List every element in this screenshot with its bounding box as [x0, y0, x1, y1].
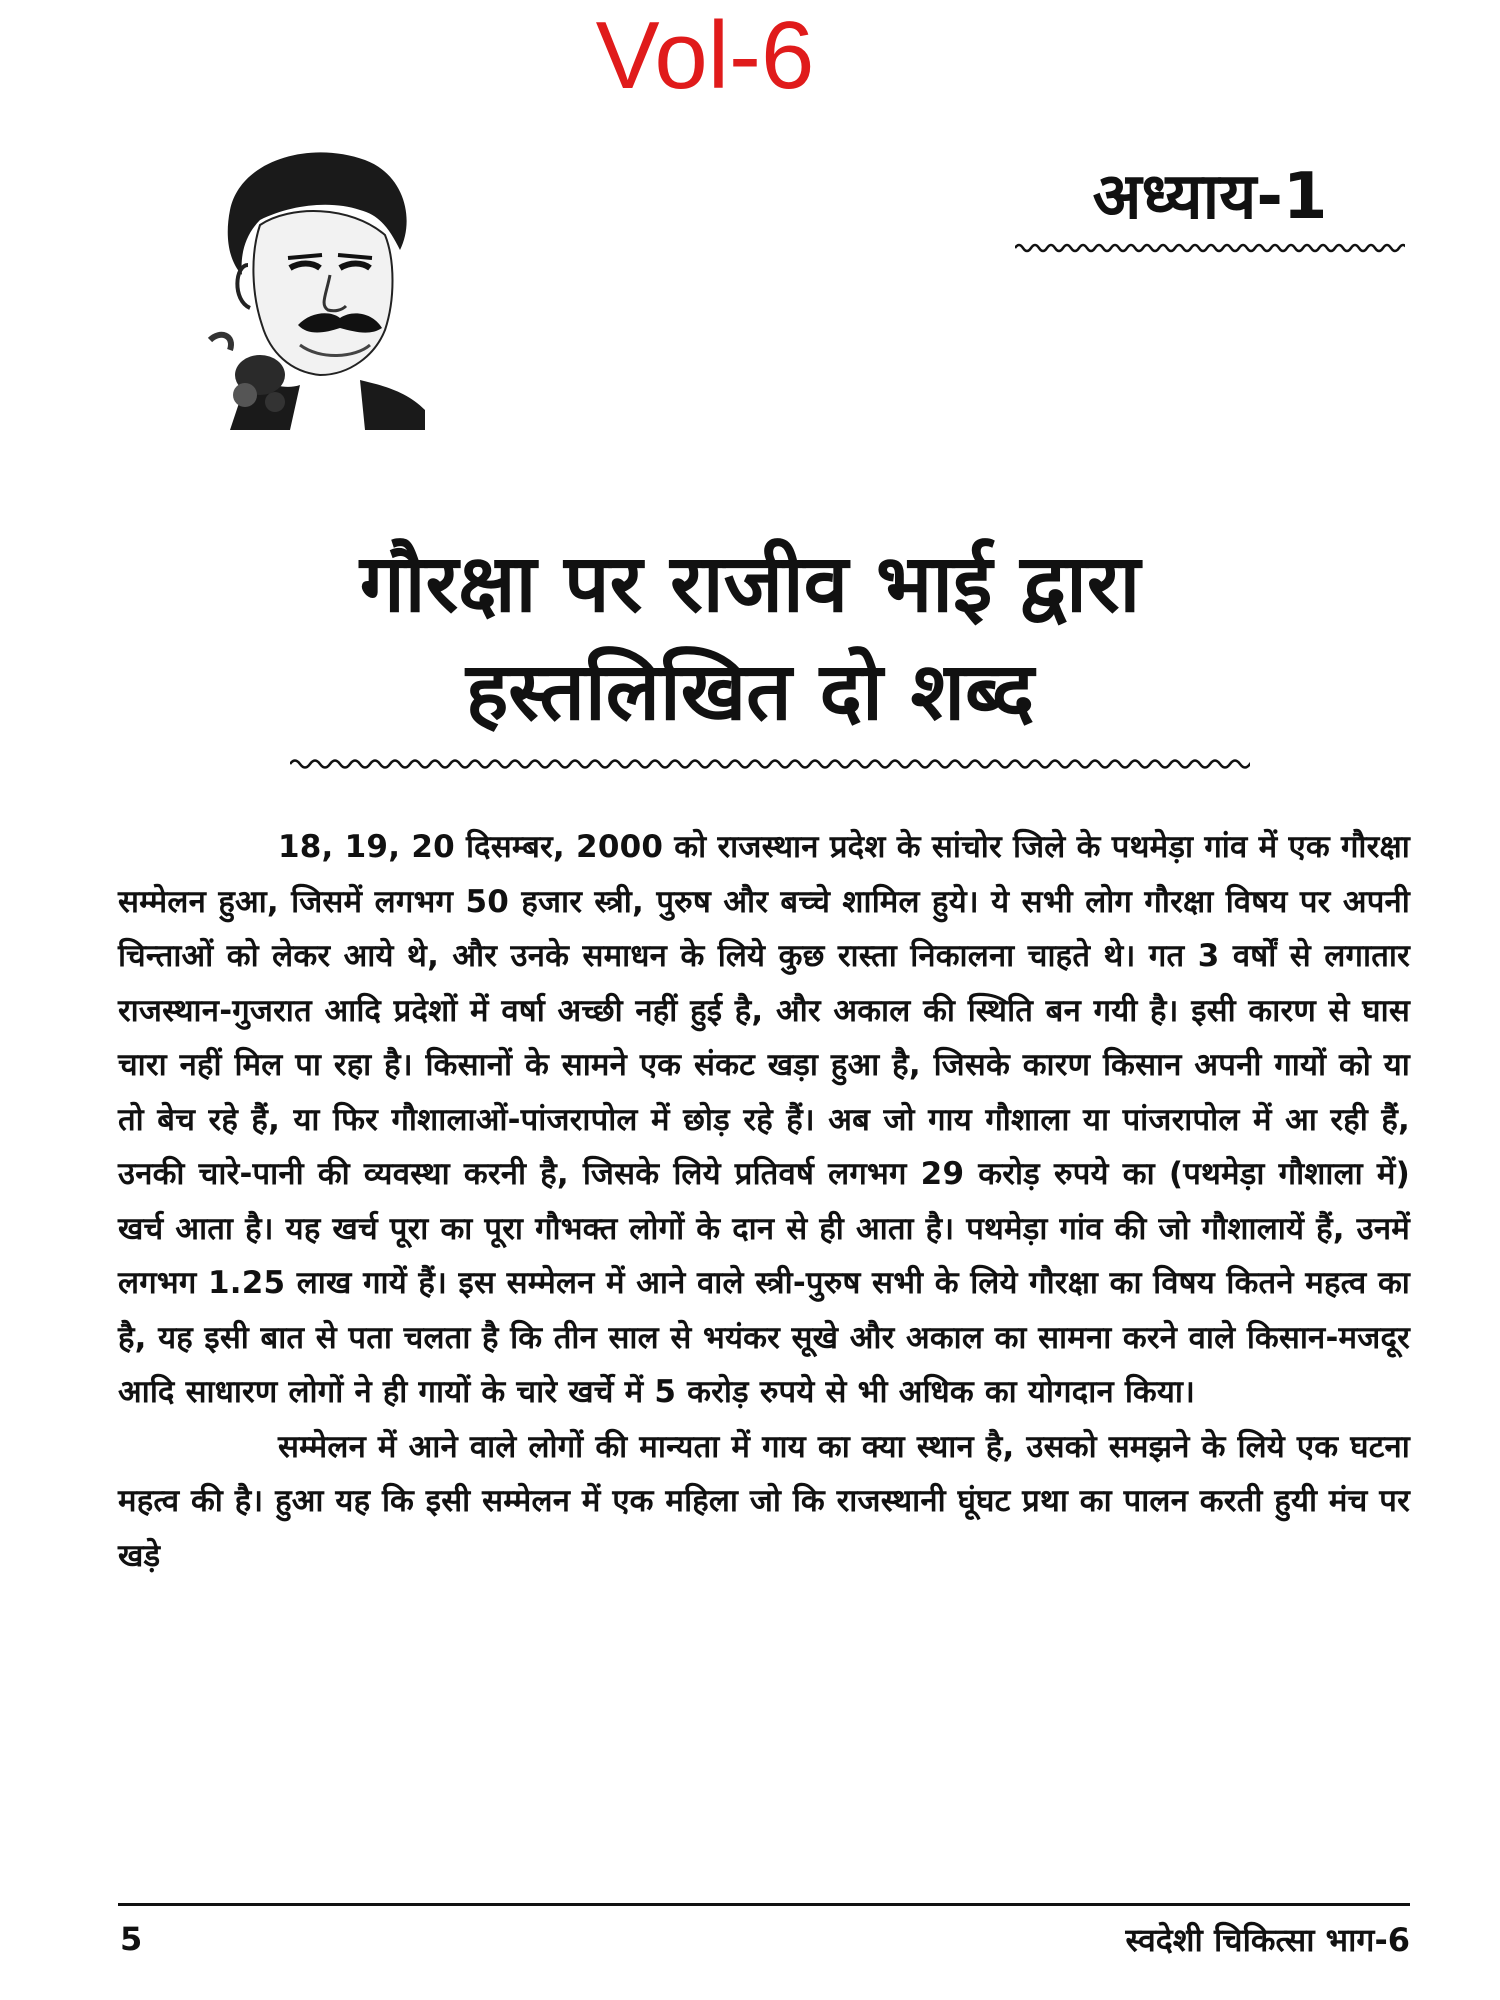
paragraph-1: 18, 19, 20 दिसम्बर, 2000 को राजस्थान प्रदेश के सांचोर जिले के पथमेड़ा गांव में एक गौरक्षा सम्मेलन हुआ, जिसमें लगभग 50 हजार स्त्री, पुरुष और बच्चे शामिल हुये। ये सभी लोग गौरक्षा विषय पर अपनी चिन्ताओं को लेकर आये थे, और उनके समाधन के लिये कुछ रास्ता निकालना चाहते थे। गत 3 वर्षों से लगातार राजस्थान-गुजरात आदि प्रदेशों में वर्षा अच्छी नहीं हुई है, और अकाल की स्थिति बन गयी है। इसी कारण से घास चारा नहीं मिल पा रहा है। किसानों के सामने एक संकट खड़ा हुआ है, जिसके कारण किसान अपनी गायों को या तो बेच रहे हैं, या फिर गौशालाओं-पांजरापोल में छोड़ रहे हैं। अब जो गाय गौशाला या पांजरापोल में आ रही हैं, उनकी चारे-पानी की व्यवस्था करनी है, जिसके लिये प्रतिवर्ष लगभग 29 करोड़ रुपये का (पथमेड़ा गौशाला में) खर्च आता है। यह खर्च पूरा का पूरा गौभक्त लोगों के दान से ही आता है। पथमेड़ा गांव की जो गौशालायें हैं, उनमें लगभग 1.25 लाख गायें हैं। इस सम्मेलन में आने वाले स्त्री-पुरुष सभी के लिये गौरक्षा का विषय कितने महत्व का है, यह इसी बात से पता चलता है कि तीन साल से भयंकर सूखे और अकाल का सामना करने वाले किसान-मजदूर आदि साधारण लोगों ने ही गायों के चारे खर्चे में 5 करोड़ रुपये से भी अधिक का योगदान किया। — [118, 829, 1410, 1410]
footer-divider — [118, 1903, 1410, 1906]
portrait-face — [253, 211, 392, 375]
title-line-2: हस्तलिखित दो शब्द — [465, 645, 1035, 738]
volume-label: Vol-6 — [595, 2, 815, 109]
page-number: 5 — [120, 1920, 143, 1958]
chapter-heading: अध्याय-1 — [1092, 160, 1328, 234]
title-underline — [290, 756, 1250, 772]
page-title — [180, 530, 1320, 746]
title-line-1: गौरक्षा पर राजीव भाई द्वारा — [359, 537, 1141, 630]
footer-book-title: स्वदेशी चिकित्सा भाग-6 — [1125, 1921, 1410, 1959]
body-text — [118, 820, 1410, 1583]
paragraph-2: सम्मेलन में आने वाले लोगों की मान्यता में गाय का क्या स्थान है, उसको समझने के लिये एक घटना महत्व की है। हुआ यह कि इसी सम्मेलन में एक महिला जो कि राजस्थानी घूंघट प्रथा का पालन करती हुयी मंच पर खड़े — [118, 1428, 1410, 1574]
author-portrait — [190, 140, 430, 430]
chapter-underline — [1015, 240, 1405, 256]
